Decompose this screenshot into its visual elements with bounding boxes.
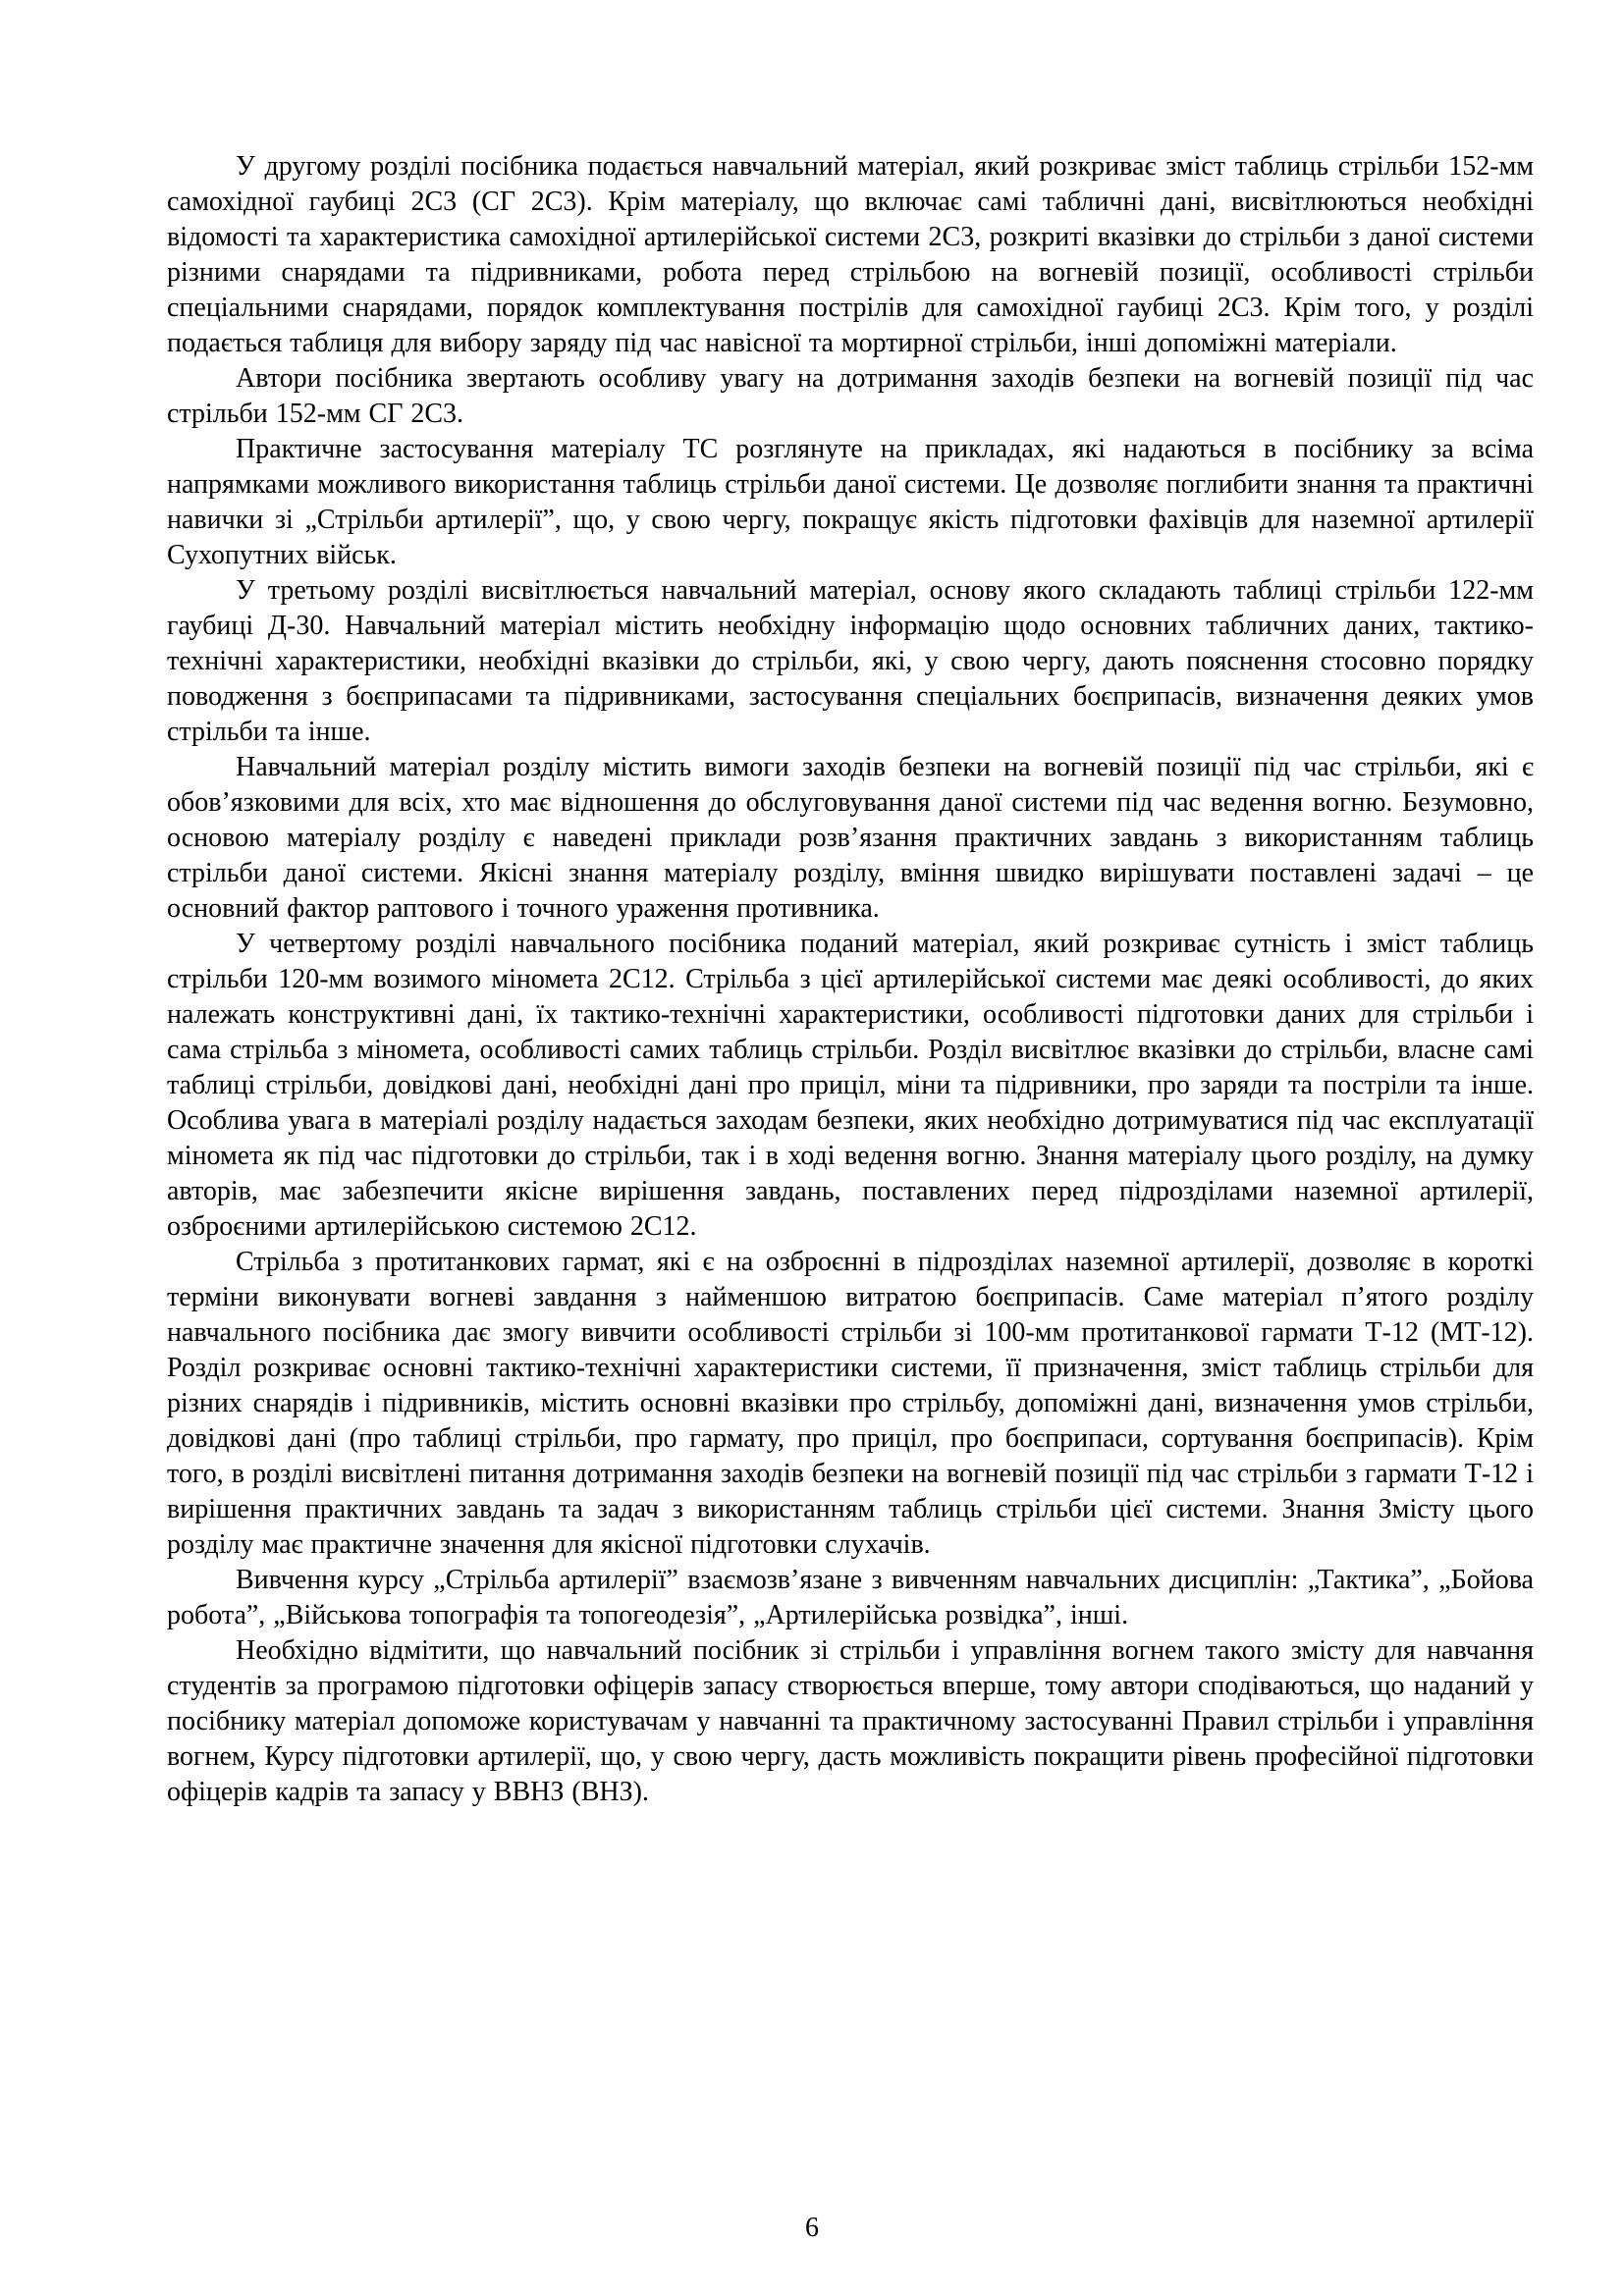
paragraph: У четвертому розділі навчального посібника поданий матеріал, який розкриває сутність і зміст таблиць стрільби 120-мм возимого міномета 2С12. Стрільба з цієї артилерійської системи має деякі особливості, до яких належать конструктивні дані, їх тактико-технічні характеристики, особливості підготовки даних для стрільби і сама стрільба з міномета, особливості самих таблиць стрільби. Розділ висвітлює вказівки до стрільби, власне самі таблиці стрільби, довідкові дані, необхідні дані про приціл, міни та підривники, про заряди та постріли та інше. Особлива увага в матеріалі розділу надається заходам безпеки, яких необхідно дотримуватися під час експлуатації міномета як під час підготовки до стрільби, так і в ході ведення вогню. Знання матеріалу цього розділу, на думку авторів, має забезпечити якісне вирішення завдань, поставлених перед підрозділами наземної артилерії, озброєними артилерійською системою 2С12. [167,929,1534,1242]
paragraph: Вивчення курсу „Стрільба артилерії” взаємозв’язане з вивченням навчальних дисциплін: „Тактика”, „Бойова робота”, „Військова топографія та топогеодезія”, „Артилерійська розвідка”, інші. [167,1565,1534,1630]
paragraph: У другому розділі посібника подається навчальний матеріал, який розкриває зміст таблиць стрільби 152-мм самохідної гаубиці 2С3 (СГ 2С3). Крім матеріалу, що включає самі табличні дані, висвітлюються необхідні відомості та характеристика самохідної артилерійської системи 2С3, розкриті вказівки до стрільби з даної системи різними снарядами та підривниками, робота перед стрільбою на вогневій позиції, особливості стрільби спеціальними снарядами, порядок комплектування пострілів для самохідної гаубиці 2С3. Крім того, у розділі подається таблиця для вибору заряду під час навісної та мортирної стрільби, інші допоміжні матеріали. [167,151,1534,358]
paragraph: Навчальний матеріал розділу містить вимоги заходів безпеки на вогневій позиції під час стрільби, які є обов’язковими для всіх, хто має відношення до обслуговування даної системи під час ведення вогню. Безумовно, основою матеріалу розділу є наведені приклади розв’язання практичних завдань з використанням таблиць стрільби даної системи. Якісні знання матеріалу розділу, вміння швидко вирішувати поставлені задачі – це основний фактор раптового і точного ураження противника. [167,752,1534,924]
paragraph: Стрільба з протитанкових гармат, які є на озброєнні в підрозділах наземної артилерії, дозволяє в короткі терміни виконувати вогневі завдання з найменшою витратою боєприпасів. Саме матеріал п’ятого розділу навчального посібника дає змогу вивчити особливості стрільби зі 100-мм протитанкової гармати Т-12 (МТ-12). Розділ розкриває основні тактико-технічні характеристики системи, її призначення, зміст таблиць стрільби для різних снарядів і підривників, містить основні вказівки про стрільбу, допоміжні дані, визначення умов стрільби, довідкові дані (про таблиці стрільби, про гармату, про приціл, про боєприпаси, сортування боєприпасів). Крім того, в розділі висвітлені питання дотримання заходів безпеки на вогневій позиції під час стрільби з гармати Т-12 і вирішення практичних завдань та задач з використанням таблиць стрільби цієї системи. Знання Змісту цього розділу має практичне значення для якісної підготовки слухачів. [167,1247,1534,1560]
paragraph: У третьому розділі висвітлюється навчальний матеріал, основу якого складають таблиці стрільби 122-мм гаубиці Д-30. Навчальний матеріал містить необхідну інформацію щодо основних табличних даних, тактико-технічні характеристики, необхідні вказівки до стрільби, які, у свою чергу, дають пояснення стосовно порядку поводження з боєприпасами та підривниками, застосування спеціальних боєприпасів, визначення деяких умов стрільби та інше. [167,575,1534,747]
paragraph: Практичне застосування матеріалу ТС розглянуте на прикладах, які надаються в посібнику за всіма напрямками можливого використання таблиць стрільби даної системи. Це дозволяє поглибити знання та практичні навички зі „Стрільби артилерії”, що, у свою чергу, покращує якість підготовки фахівців для наземної артилерії Сухопутних військ. [167,434,1534,570]
page-text [167,149,1534,1810]
paragraph: Необхідно відмітити, що навчальний посібник зі стрільби і управління вогнем такого змісту для навчання студентів за програмою підготовки офіцерів запасу створюється вперше, тому автори сподіваються, що наданий у посібнику матеріал допоможе користувачам у навчанні та практичному застосуванні Правил стрільби і управління вогнем, Курсу підготовки артилерії, що, у свою чергу, дасть можливість покращити рівень професійної підготовки офіцерів кадрів та запасу у ВВНЗ (ВНЗ). [167,1635,1534,1807]
page-number: 6 [805,2213,819,2243]
paragraph: Автори посібника звертають особливу увагу на дотримання заходів безпеки на вогневій позиції під час стрільби 152-мм СГ 2С3. [167,363,1534,429]
